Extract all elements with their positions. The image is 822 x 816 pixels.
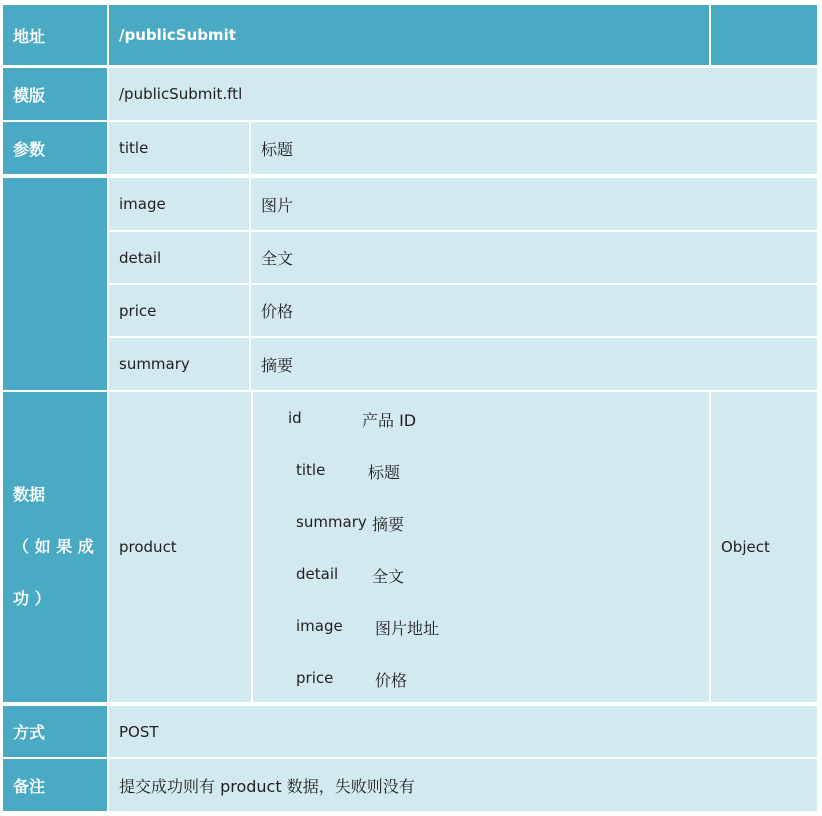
note-value: 提交成功则有 product 数据，失败则没有	[109, 759, 817, 811]
field-desc: 标题	[368, 463, 401, 482]
data-label-line: （ 如 果 成	[13, 537, 94, 556]
field-desc: 摘要	[372, 515, 405, 534]
field-desc: 价格	[375, 671, 408, 690]
field-desc: 产品 ID	[362, 411, 417, 430]
param-desc: 全文	[251, 232, 817, 283]
param-key: detail	[109, 232, 249, 283]
field-key: id	[288, 409, 302, 427]
note-label: 备注	[3, 759, 107, 811]
address-extra	[711, 5, 817, 65]
param-desc: 标题	[251, 122, 817, 174]
address-value: /publicSubmit	[109, 5, 709, 65]
template-value: /publicSubmit.ftl	[109, 68, 817, 120]
field-key: price	[296, 669, 334, 687]
data-label	[3, 392, 107, 702]
params-label-continued	[3, 178, 107, 390]
param-desc: 图片	[251, 178, 817, 230]
field-desc: 图片地址	[375, 619, 440, 638]
param-key: price	[109, 285, 249, 336]
param-key: title	[109, 122, 249, 174]
param-key: image	[109, 178, 249, 230]
param-desc: 摘要	[251, 338, 817, 390]
address-label: 地址	[3, 5, 107, 65]
field-key: image	[296, 617, 343, 635]
data-type: Object	[711, 392, 817, 702]
data-fields	[253, 392, 709, 702]
method-label: 方式	[3, 706, 107, 757]
field-key: title	[296, 461, 326, 479]
field-desc: 全文	[372, 567, 405, 586]
data-label-line: 功 ）	[13, 589, 51, 608]
field-key: summary	[296, 513, 367, 531]
method-value: POST	[109, 706, 817, 757]
data-label-line: 数据	[13, 485, 46, 504]
param-desc: 价格	[251, 285, 817, 336]
params-label: 参数	[3, 122, 107, 174]
template-label: 模版	[3, 68, 107, 120]
data-name: product	[109, 392, 251, 702]
param-key: summary	[109, 338, 249, 390]
field-key: detail	[296, 565, 339, 583]
